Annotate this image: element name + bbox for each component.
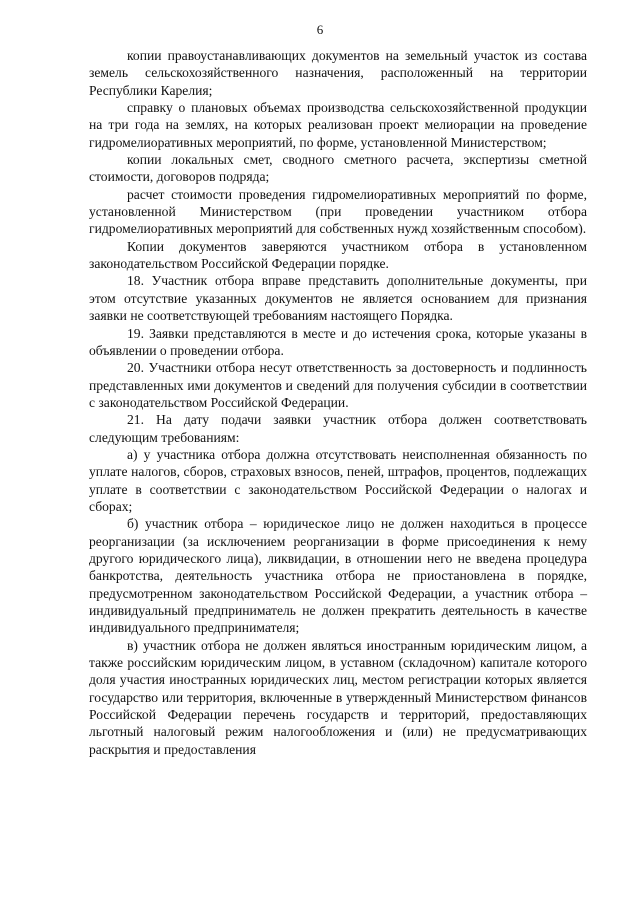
paragraph-cost-calculation: расчет стоимости проведения гидромелиоративных мероприятий по форме, установленной Министерством (при проведении участником отбора гидромелиоративных мероприятий для собственных нужд хозяйственным способом).: [89, 186, 587, 237]
paragraph-item-19: 19. Заявки представляются в месте и до истечения срока, которые указаны в объявлении о проведении отбора.: [89, 325, 587, 358]
paragraph-item-21v: в) участник отбора не должен являться иностранным юридическим лицом, а также российским юридическим лицом, в уставном (складочном) капитале которого доля участия иностранных юридических лиц, местом регистрации которых является государство или территория, включенные в утвержденный Министерством финансов Российской Федерации перечень государств и территорий, предоставляющих льготный налоговый режим налогообложения и (или) не предусматривающих раскрытия и предоставления: [89, 637, 587, 757]
paragraph-item-21a: а) у участника отбора должна отсутствовать неисполненная обязанность по уплате налогов, сборов, страховых взносов, пеней, штрафов, процентов, подлежащих уплате в соответствии с законодательством Российской Федерации о налогах и сборах;: [89, 446, 587, 514]
paragraph-production-certificate: справку о плановых объемах производства сельскохозяйственной продукции на три года на землях, на которых реализован проект мелиорации на проведение гидромелиоративных мероприятий, по форме, установленной Министерством;: [89, 100, 587, 150]
paragraph-item-21: 21. На дату подачи заявки участник отбора должен соответствовать следующим требованиям:: [89, 412, 587, 445]
page-number: 6: [316, 22, 324, 37]
paragraph-item-18: 18. Участник отбора вправе представить дополнительные документы, при этом отсутствие указанных документов не является основанием для признания заявки не соответствующей требованиям настоящего Порядка.: [89, 273, 587, 324]
paragraph-item-20: 20. Участники отбора несут ответственность за достоверность и подлинность представленных ими документов и сведений для получения субсидии в соответствии с законодательством Российской Федерации.: [89, 360, 587, 410]
paragraph-item-21b: б) участник отбора – юридическое лицо не должен находиться в процессе реорганизации (за исключением реорганизации в форме присоединения к нему другого юридического лица), ликвидации, в отношении него не введена процедура банкротства, деятельность участника отбора не приостановлена в порядке, предусмотренном законодательством Российской Федерации, а участник отбора – индивидуальный предприниматель не должен прекратить деятельность в качестве индивидуального предпринимателя;: [89, 516, 587, 636]
paragraph-copies-certification: Копии документов заверяются участником отбора в установленном законодательством Российской Федерации порядке.: [89, 238, 587, 272]
paragraph-estimates: копии локальных смет, сводного сметного расчета, экспертизы сметной стоимости, договоров подряда;: [89, 152, 587, 185]
document-body: [89, 47, 587, 758]
paragraph-land-documents: копии правоустанавливающих документов на земельный участок из состава земель сельскохозяйственного назначения, расположенный на территории Республики Карелия;: [89, 48, 587, 98]
